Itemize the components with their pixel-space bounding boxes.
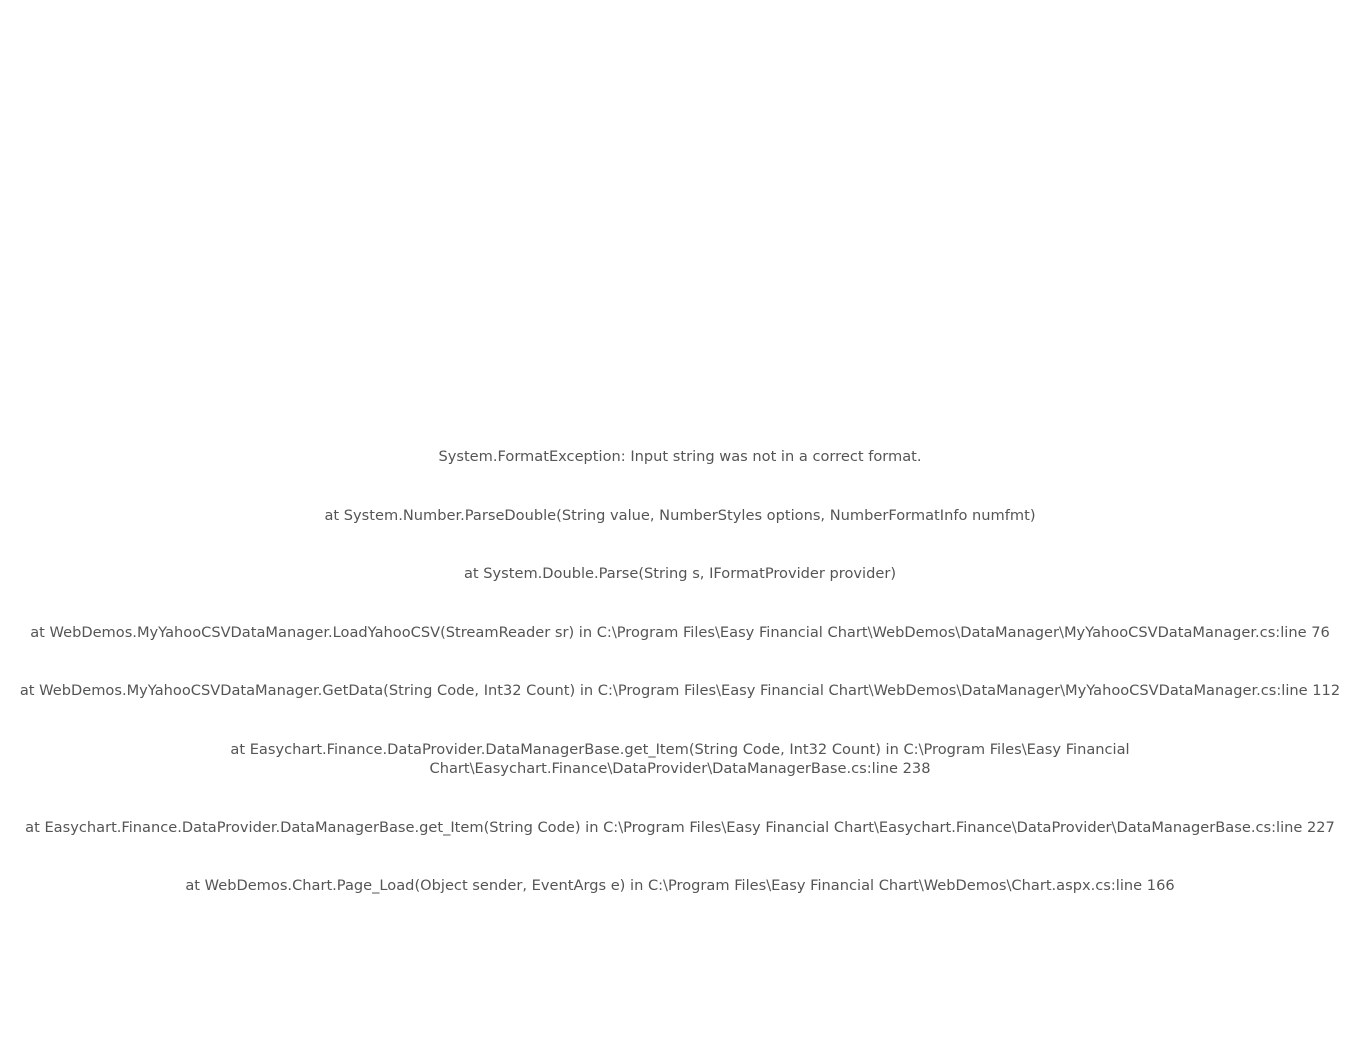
stack-frame: at WebDemos.MyYahooCSVDataManager.LoadYahooCSV(StreamReader sr) in C:\Program Files\Easy Financial Chart\WebDemos\DataManager\MyYahooCSVDataManager.cs:line 76 bbox=[30, 623, 1330, 641]
stack-frame: at Easychart.Finance.DataProvider.DataManagerBase.get_Item(String Code, Int32 Count) in C:\Program Files\Easy Financial Chart\Easychart.Finance\DataProvider\DataManagerBase.cs:line 238 bbox=[230, 740, 1135, 777]
exception-header: System.FormatException: Input string was not in a correct format. bbox=[438, 448, 922, 465]
stack-frame: at System.Number.ParseDouble(String value, NumberStyles options, NumberFormatInfo numfmt) bbox=[324, 506, 1036, 524]
stack-frame: at Easychart.Finance.DataProvider.DataManagerBase.get_Item(String Code) in C:\Program Files\Easy Financial Chart\Easychart.Finance\DataProvider\DataManagerBase.cs:line 227 bbox=[25, 818, 1335, 836]
stack-frame: at System.Double.Parse(String s, IFormatProvider provider) bbox=[463, 565, 897, 582]
exception-stack-trace bbox=[0, 408, 1360, 935]
stack-frame: at WebDemos.Chart.Page_Load(Object sender, EventArgs e) in C:\Program Files\Easy Financial Chart\WebDemos\Chart.aspx.cs:line 166 bbox=[185, 877, 1175, 894]
stack-frame: at WebDemos.MyYahooCSVDataManager.GetData(String Code, Int32 Count) in C:\Program Files\Easy Financial Chart\WebDemos\DataManager\MyYahooCSVDataManager.cs:line 112 bbox=[19, 682, 1341, 699]
